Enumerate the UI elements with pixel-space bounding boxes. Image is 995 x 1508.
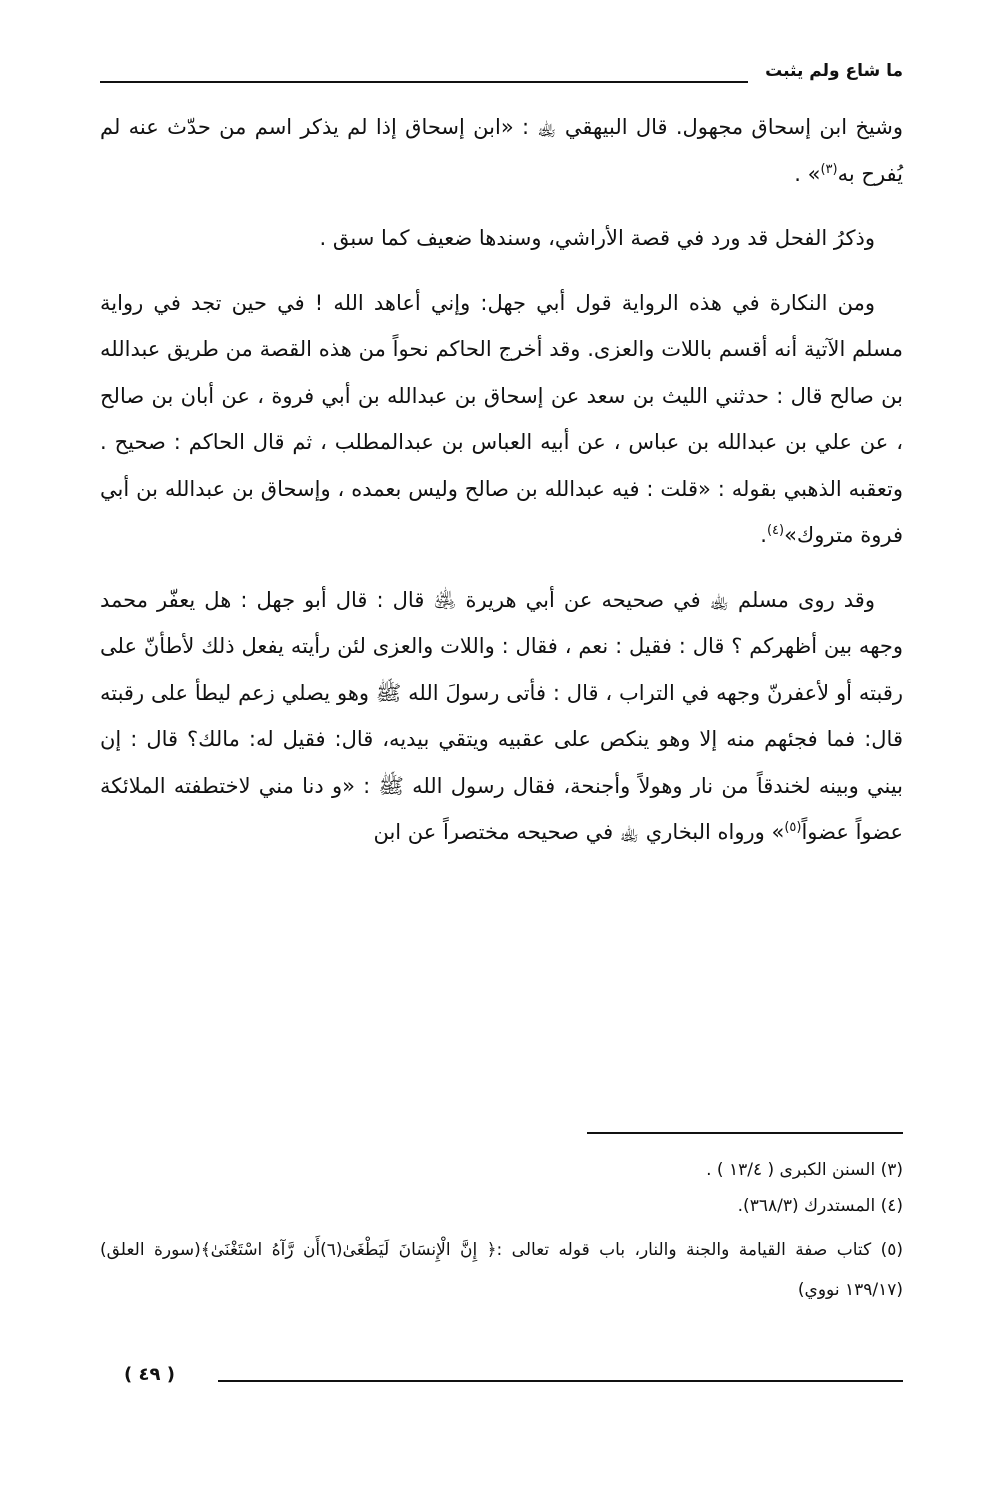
footnote-4: (٤) المستدرك (٣٦٨/٣).	[737, 1196, 903, 1216]
footer-rule	[218, 1380, 903, 1382]
footnote-5: (٥) كتاب صفة القيامة والجنة والنار، باب قوله تعالى :﴿ إِنَّ الْإِنسَانَ لَيَطْغَىٰ(٦)أَن رَّآهُ اسْتَغْنَىٰ﴾(سورة العلق) (١٣٩/١٧ نووي)	[100, 1240, 903, 1300]
paragraph-3-tail: .	[760, 523, 767, 547]
footnote-ref-5: (٥)	[784, 820, 802, 835]
running-header	[100, 55, 903, 95]
paragraph-1-text: وشيخ ابن إسحاق مجهول. قال البيهقي ﵀ : «ابن إسحاق إذا لم يذكر اسم من حدّث عنه لم يُفرح به	[100, 115, 903, 186]
paragraph-4-tail: » ورواه البخاري ﵀ في صحيحه مختصراً عن ابن	[373, 820, 785, 844]
page-number: ( ٤٩ )	[124, 1364, 175, 1385]
footnote-ref-4: (٤)	[766, 523, 785, 538]
paragraph-1-tail: » .	[794, 161, 821, 186]
footnote-ref-3: (٣)	[820, 161, 838, 177]
paragraph-3	[100, 280, 903, 559]
footnotes	[100, 1152, 903, 1310]
paragraph-2: وذكرُ الفحل قد ورد في قصة الأراشي، وسندها ضعيف كما سبق .	[319, 226, 875, 250]
page-footer	[100, 1360, 903, 1400]
main-text	[100, 104, 903, 874]
footnote-separator	[587, 1132, 903, 1134]
paragraph-4	[100, 577, 903, 856]
running-header-title: ما شاع ولم يثبت	[765, 61, 903, 81]
paragraph-4-text: وقد روى مسلم ﵀ في صحيحه عن أبي هريرة ﵁ قال : قال أبو جهل : هل يعفّر محمد وجهه بين أظهركم ؟ قال : فقيل : نعم ، فقال : واللات والعزى لئن رأيته يفعل ذلك لأطأنّ على رقبته أو لأعفرنّ وجهه في التراب ، قال : فأتى رسولَ الله ﷺ وهو يصلي زعم ليطأ على رقبته قال: فما فجئهم منه إلا وهو ينكص على عقبيه ويتقي بيديه، قال: فقيل له: مالك؟ قال : إن بيني وبينه لخندقاً من نار وهولاً وأجنحة، فقال رسول الله ﷺ : «و دنا مني لاختطفته الملائكة عضواً عضواً	[100, 587, 903, 844]
footnote-3: (٣) السنن الكبرى ( ١٣/٤ ) .	[706, 1160, 903, 1180]
header-rule	[100, 81, 748, 83]
paragraph-3-text: ومن النكارة في هذه الرواية قول أبي جهل: وإني أعاهد الله ! في حين تجد في رواية مسلم الآتية أنه أقسم باللات والعزى. وقد أخرج الحاكم نحواً من هذه القصة من طريق عبدالله بن صالح قال : حدثني الليث بن سعد عن إسحاق بن عبدالله بن أبي فروة ، عن أبان بن صالح ، عن علي بن عبدالله بن عباس ، عن أبيه العباس بن عبدالمطلب ، ثم قال الحاكم : صحيح . وتعقبه الذهبي بقوله : «قلت : فيه عبدالله بن صالح وليس بعمده ، وإسحاق بن عبدالله بن أبي فروة متروك»	[100, 290, 903, 547]
paragraph-1	[100, 104, 903, 197]
